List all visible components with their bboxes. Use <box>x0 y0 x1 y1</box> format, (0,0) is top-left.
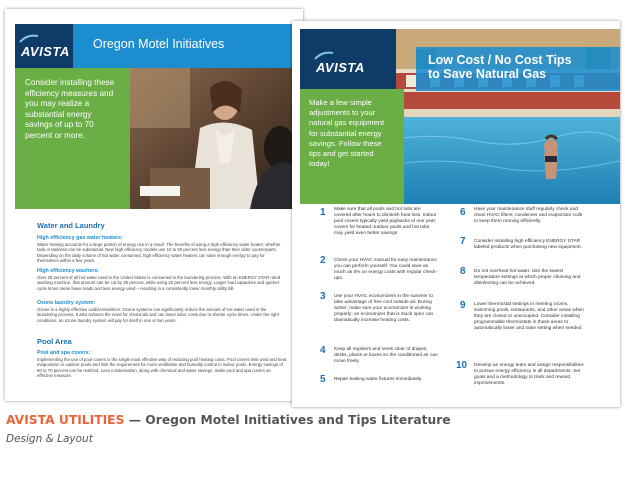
right-intro-block <box>300 89 404 204</box>
left-logo-text: AVISTA <box>21 44 70 59</box>
sub-heading-ozone: Ozone laundry system: <box>37 300 96 306</box>
sub-heading-water-heaters: High efficiency gas water heaters: <box>37 235 123 241</box>
text-water-heaters: Water heating accounts for a large portion of energy use in a motel. The benefits of using a high efficiency water heater, whether tank or tankless can be substantial. New high efficiency models use 10 to 50 percent less energy than their older counterparts. Depending on the daily volume of hot water consumed, high efficiency water heaters can save enough energy to pay for themselves within a few years. <box>37 242 281 263</box>
right-intro-text: Make a few simple adjustments to your natural gas equipment for substantial energy savings. Follow these tips and get started today! <box>309 98 385 169</box>
tip-number: 5 <box>320 374 326 385</box>
left-intro-block <box>15 68 130 209</box>
tip-number: 2 <box>320 255 326 266</box>
sub-heading-pool-covers: Pool and spa covers: <box>37 350 91 356</box>
tip-text: Consider installing high efficiency ENERGY STAR labeled products when purchasing new equipment. <box>474 239 583 251</box>
right-logo-box <box>300 29 396 89</box>
tip-text: Develop an energy team and assign responsibilities to pursue energy efficiency in all departments. Set goals and a methodology to track and reward improvements. <box>474 363 584 387</box>
tip-number: 8 <box>460 266 466 277</box>
tip-text: Make sure that all pools and hot tubs are covered after hours to diminish heat loss. Indoor pool covers typically yield paybacks of one year; covers for heated outdoor pools and hot tubs may yield even better savings. <box>334 207 437 237</box>
avista-swoosh-icon <box>19 34 39 44</box>
right-title-line2: to Save Natural Gas <box>428 67 547 81</box>
tip-text: Lower thermostat settings in meeting rooms, swimming pools, restaurants, and other areas when they are closed or unoccupied. Consider installing programmable thermostats in these areas to automatically lower and raise setting when needed. <box>474 302 584 332</box>
left-photo-business-meeting <box>130 68 303 209</box>
tip-number: 4 <box>320 345 326 356</box>
caption-brand: AVISTA UTILITIES <box>6 413 125 427</box>
tip-text: Check your HVAC manual for easy maintenance you can perform yourself. You could save as much as 5% on energy costs with regular check-ups. <box>334 258 438 282</box>
brochure-oregon-motel <box>5 9 303 401</box>
tip-text: Use your HVAC economizers in the summer to take advantage of free cool outside air. During winter, make sure your economizer is working properly; an economizer that is stuck open can dramatically increase heating costs. <box>334 294 434 324</box>
left-title-bar <box>73 24 303 68</box>
right-title-bar <box>416 47 620 91</box>
left-intro-text: Consider installing these efficiency measures and you may realize a substantial energy savings of up to 70 percent or more. <box>25 78 115 140</box>
text-ozone: Ozone is a highly effective oxidizer/sanitizer. Ozone systems can significantly reduce the amount of hot water used in the laundering process. It also reduces the need for chemicals and can lower labor costs due to shorter cycle times. Under the right conditions, an ozone laundry system will pay for itself in one or two years. <box>37 307 279 323</box>
brochure-low-cost-tips <box>292 21 620 407</box>
tip-number: 6 <box>460 207 466 218</box>
portfolio-caption-title <box>6 413 451 427</box>
right-title-line1: Low Cost / No Cost Tips <box>428 53 572 67</box>
sub-heading-washers: High efficiency washers: <box>37 268 100 274</box>
left-logo-box <box>15 24 73 68</box>
right-title <box>428 53 572 81</box>
tip-text: Do not overheat hot water. Use the lowest temperature settings at which proper cleaning and disinfecting can be achieved. <box>474 269 581 287</box>
caption-description: — Oregon Motel Initiatives and Tips Literature <box>124 413 451 427</box>
section-water-laundry: Water and Laundry <box>37 221 105 230</box>
tip-number: 3 <box>320 291 326 302</box>
tip-number: 7 <box>460 236 466 247</box>
tip-text: Have your maintenance staff regularly check and clean HVAC filters, condenser and evaporator coils to keep them running efficiently. <box>474 207 583 225</box>
tip-number: 9 <box>460 300 466 311</box>
tip-text: Repair leaking water fixtures immediately. <box>334 377 423 382</box>
section-pool-area: Pool Area <box>37 337 72 346</box>
text-pool-covers: Implementing the use of pool covers is the single most effective way of reducing pool heating costs. Pool covers limit wind and heat evaporation in outdoor pools and limit the requirement for room ventilation and humidity control in indoor pools. Energy savings of 50 to 70 percent can be realized. Less condensation, along with chemical and water savings, make pool and spa covers an effective measure. <box>37 357 287 378</box>
tip-text: Keep all registers and vents clear of drapes, desks, plants or boxes so the conditioned air can move freely. <box>334 347 438 365</box>
tip-number: 1 <box>320 207 326 218</box>
left-title: Oregon Motel Initiatives <box>93 37 225 51</box>
right-logo-text: AVISTA <box>316 60 365 75</box>
tip-number: 10 <box>456 360 468 371</box>
portfolio-caption-subtitle: Design & Layout <box>6 433 93 445</box>
text-washers: Over 25 percent of all hot water used in the United States is consumed in the laundering process. With an ENERGY STAR rated washing machine, that amount can be cut by 35 percent, while using 20 percent less energy. Larger load capacities and quicker cycle times mean fewer loads and less energy used – resulting in a consistently lower monthly utility bill. <box>37 275 281 291</box>
